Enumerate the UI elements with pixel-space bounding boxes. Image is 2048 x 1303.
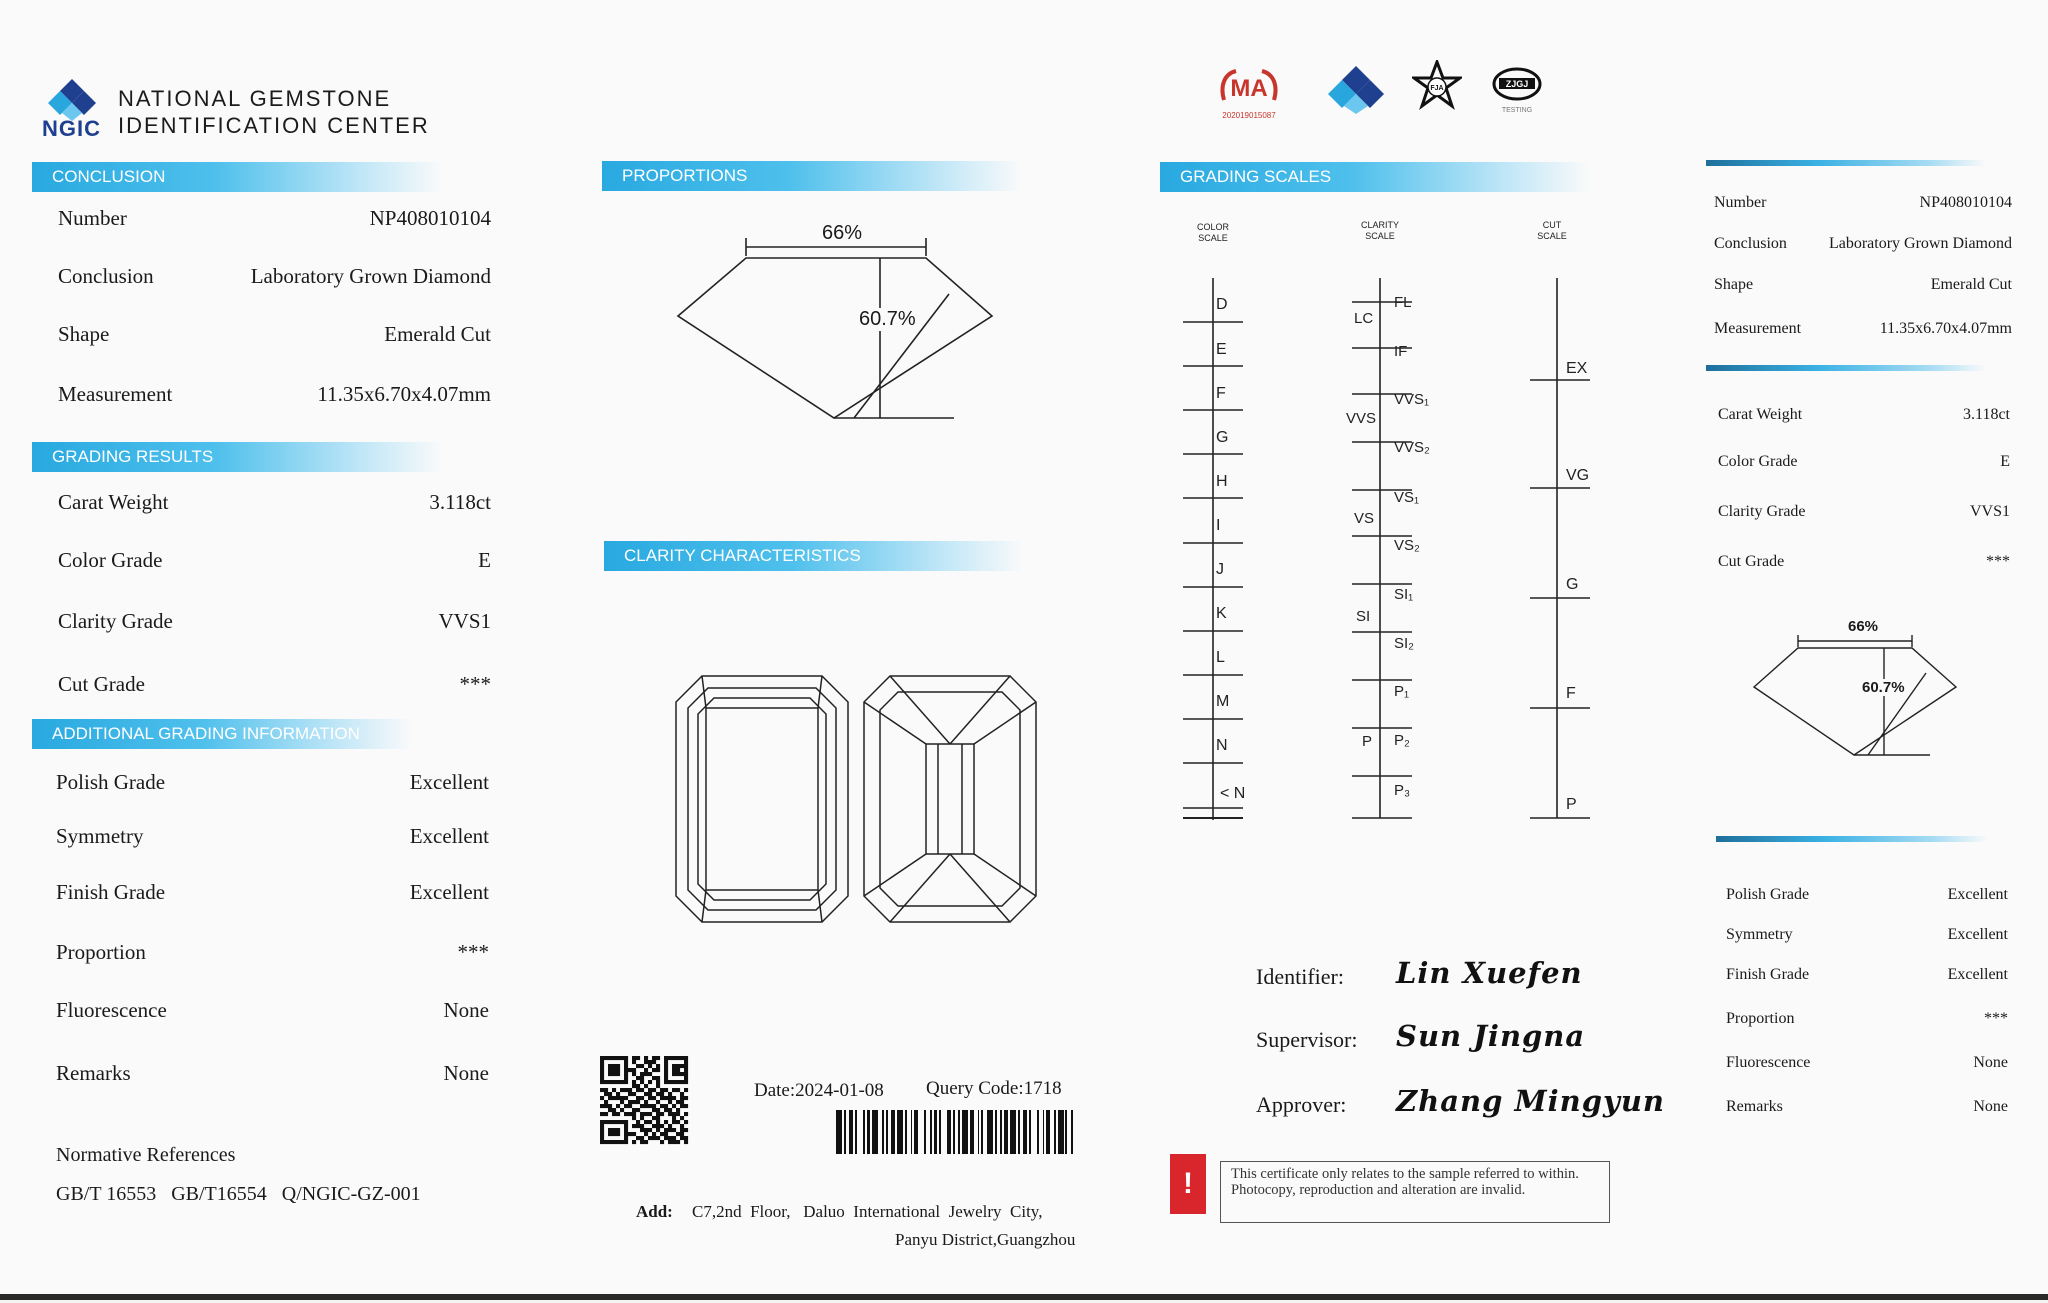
scale-grade-label: P₂ [1394,732,1410,749]
scale-grade-label: SI₂ [1394,635,1414,652]
scale-grade-label: P₁ [1394,683,1410,700]
address-label: Add: [636,1202,673,1221]
scale-grade-label: K [1216,605,1227,622]
section-clarity-characteristics: CLARITY CHARACTERISTICS [604,541,1024,571]
logo-text: NGIC [42,116,101,141]
scale-grade-label: VS₁ [1394,489,1420,506]
org-name-line2: IDENTIFICATION CENTER [118,113,430,138]
row-value: Emerald Cut [1930,276,2012,293]
scale-grade-label: I [1216,517,1221,534]
row-label: Carat Weight [1718,406,1803,423]
row-label: Symmetry [56,824,144,848]
cma-number: 202019015087 [1222,111,1276,120]
depth-percent: 60.7% [859,308,916,330]
row-value: 3.118ct [1963,406,2010,423]
row-value: None [443,1061,489,1085]
address-line1: C7,2nd Floor, Daluo International Jewelry City, [692,1202,1043,1221]
row-label: Color Grade [58,548,163,572]
scale-grade-label: P [1362,733,1373,750]
warning-icon: ! [1170,1154,1206,1214]
scale-grade-label: LC [1354,310,1374,327]
notice-text: This certificate only relates to the sample referred to within. Photocopy, reproduction and alteration are invalid. [1220,1161,1610,1223]
row-label: Clarity Grade [58,609,173,633]
row-label: Remarks [1726,1098,1783,1115]
row-value: E [478,548,491,572]
row-value: 11.35x6.70x4.07mm [1879,320,2012,337]
scale-grade-label: VVS [1346,410,1377,427]
row-label: Measurement [1714,320,1802,337]
row-value: None [1973,1054,2008,1071]
signature-name: Lin Xuefen [1396,956,1583,990]
row-value: *** [1986,553,2010,570]
row-value: *** [459,672,491,696]
scale-grade-label: SI₁ [1394,586,1414,603]
normative-refs: GB/T 16553 GB/T16554 Q/NGIC-GZ-001 [56,1183,421,1205]
zjgj-logo-icon [1491,66,1543,102]
scale-grade-label: N [1216,737,1228,754]
row-value: *** [1984,1010,2008,1027]
row-value: Emerald Cut [384,322,491,346]
row-value: Excellent [409,824,489,848]
row-value: E [2000,453,2010,470]
scale-grade-label: D [1216,296,1228,313]
row-label: Finish Grade [56,880,166,904]
scale-grade-label: VS₂ [1394,537,1420,554]
row-value: VVS1 [1969,503,2010,520]
scale-grade-label: SI [1356,608,1371,625]
normative-title: Normative References [56,1144,236,1166]
row-value: Excellent [1947,886,2008,903]
scale-grade-label: EX [1566,360,1588,377]
section-proportions: PROPORTIONS [602,161,1022,191]
row-value: Excellent [1947,926,2008,943]
scale-grade-label: F [1566,685,1576,702]
scale-grade-label: G [1566,576,1579,593]
scale-grade-label: VVS₁ [1394,391,1430,408]
scale-grade-label: IF [1394,343,1408,360]
summary-divider-extra [1716,836,1988,842]
scale-grade-label: L [1216,649,1225,666]
row-value: NP408010104 [1919,194,2012,211]
summary-table-percent: 66% [1848,618,1879,635]
row-label: Color Grade [1718,453,1798,470]
scale-grade-label: VS [1354,510,1375,527]
row-value: None [443,998,489,1022]
proportions-diagram [674,224,1004,424]
row-label: Shape [1714,276,1754,293]
fja-badge-icon [1412,60,1462,112]
signature-role: Approver: [1256,1092,1347,1117]
row-label: Proportion [1726,1010,1795,1027]
scale-grade-label: E [1216,341,1227,358]
svg-text:ZJGJ: ZJGJ [1505,79,1529,89]
row-label: Fluorescence [1726,1054,1811,1071]
clarity-scale-heading: CLARITY SCALE [1360,220,1399,241]
scale-grade-label: M [1216,693,1230,710]
pavilion-plot-diagram [860,668,1040,930]
address-line2: Panyu District,Guangzhou [895,1230,1076,1249]
scale-grade-label: J [1216,561,1224,578]
summary-depth-percent: 60.7% [1862,679,1905,696]
scale-grade-label: F [1216,385,1226,402]
section-grading-scales: GRADING SCALES [1160,162,1590,192]
section-conclusion: CONCLUSION [32,162,442,192]
scale-grade-label: VVS₂ [1394,439,1430,456]
row-label: Number [58,206,127,230]
summary-divider-grades [1706,365,1986,371]
table-percent: 66% [822,222,863,244]
legal-notice [1170,1149,1612,1225]
row-value: Excellent [409,770,489,794]
row-label: Symmetry [1726,926,1793,943]
row-label: Cut Grade [1718,553,1785,570]
row-label: Fluorescence [56,998,167,1022]
issue-date: Date:2024-01-08 [754,1080,884,1101]
signature-role: Identifier: [1256,964,1344,989]
row-label: Proportion [56,940,146,964]
scale-grade-label: VG [1566,467,1590,484]
zjgj-badge [1488,66,1546,114]
qr-code[interactable] [600,1052,692,1148]
summary-proportions-diagram [1750,625,1960,759]
row-label: Measurement [58,382,173,406]
summary-divider-top [1706,160,1986,166]
section-additional: ADDITIONAL GRADING INFORMATION [32,719,412,749]
row-value: Laboratory Grown Diamond [250,264,491,288]
scale-grade-label: < N [1220,785,1246,802]
scale-grade-label: G [1216,429,1229,446]
crown-plot-diagram [672,668,852,930]
row-label: Shape [58,322,110,346]
row-value: 3.118ct [429,490,491,514]
row-value: Laboratory Grown Diamond [1828,235,2012,252]
row-value: *** [457,940,489,964]
row-value: NP408010104 [369,206,491,230]
signature-role: Supervisor: [1256,1027,1358,1052]
row-label: Cut Grade [58,672,145,696]
signature-name: Zhang Mingyun [1396,1084,1666,1118]
row-label: Polish Grade [56,770,166,794]
scale-grade-label: FL [1394,294,1412,311]
row-label: Number [1714,194,1767,211]
row-value: Excellent [1947,966,2008,983]
scale-grade-label: P [1566,796,1577,813]
org-name-line1: NATIONAL GEMSTONE [118,86,392,111]
row-value: 11.35x6.70x4.07mm [317,382,491,406]
svg-text:FJA: FJA [1430,85,1444,92]
cma-badge [1218,66,1280,120]
row-label: Finish Grade [1726,966,1810,983]
ngic-diamond-badge-icon [1326,64,1386,116]
row-label: Clarity Grade [1718,503,1806,520]
scale-grade-label: H [1216,473,1228,490]
cut-scale-heading: CUT SCALE [1537,220,1567,241]
scale-grade-label: P₃ [1394,782,1411,799]
row-value: None [1973,1098,2008,1115]
row-value: VVS1 [438,609,491,633]
row-label: Polish Grade [1726,886,1810,903]
barcode [836,1110,1078,1154]
cma-logo-icon [1218,66,1280,106]
svg-text:MA: MA [1230,75,1268,102]
signature-name: Sun Jingna [1396,1019,1586,1053]
row-label: Conclusion [1714,235,1787,252]
row-label: Carat Weight [58,490,169,514]
zjgj-sub: TESTING [1501,107,1533,114]
row-label: Conclusion [58,264,154,288]
color-scale-heading: COLOR SCALE [1196,222,1229,243]
row-label: Remarks [56,1061,131,1085]
row-value: Excellent [409,880,489,904]
query-code: Query Code:1718 [926,1078,1062,1099]
section-grading-results: GRADING RESULTS [32,442,442,472]
